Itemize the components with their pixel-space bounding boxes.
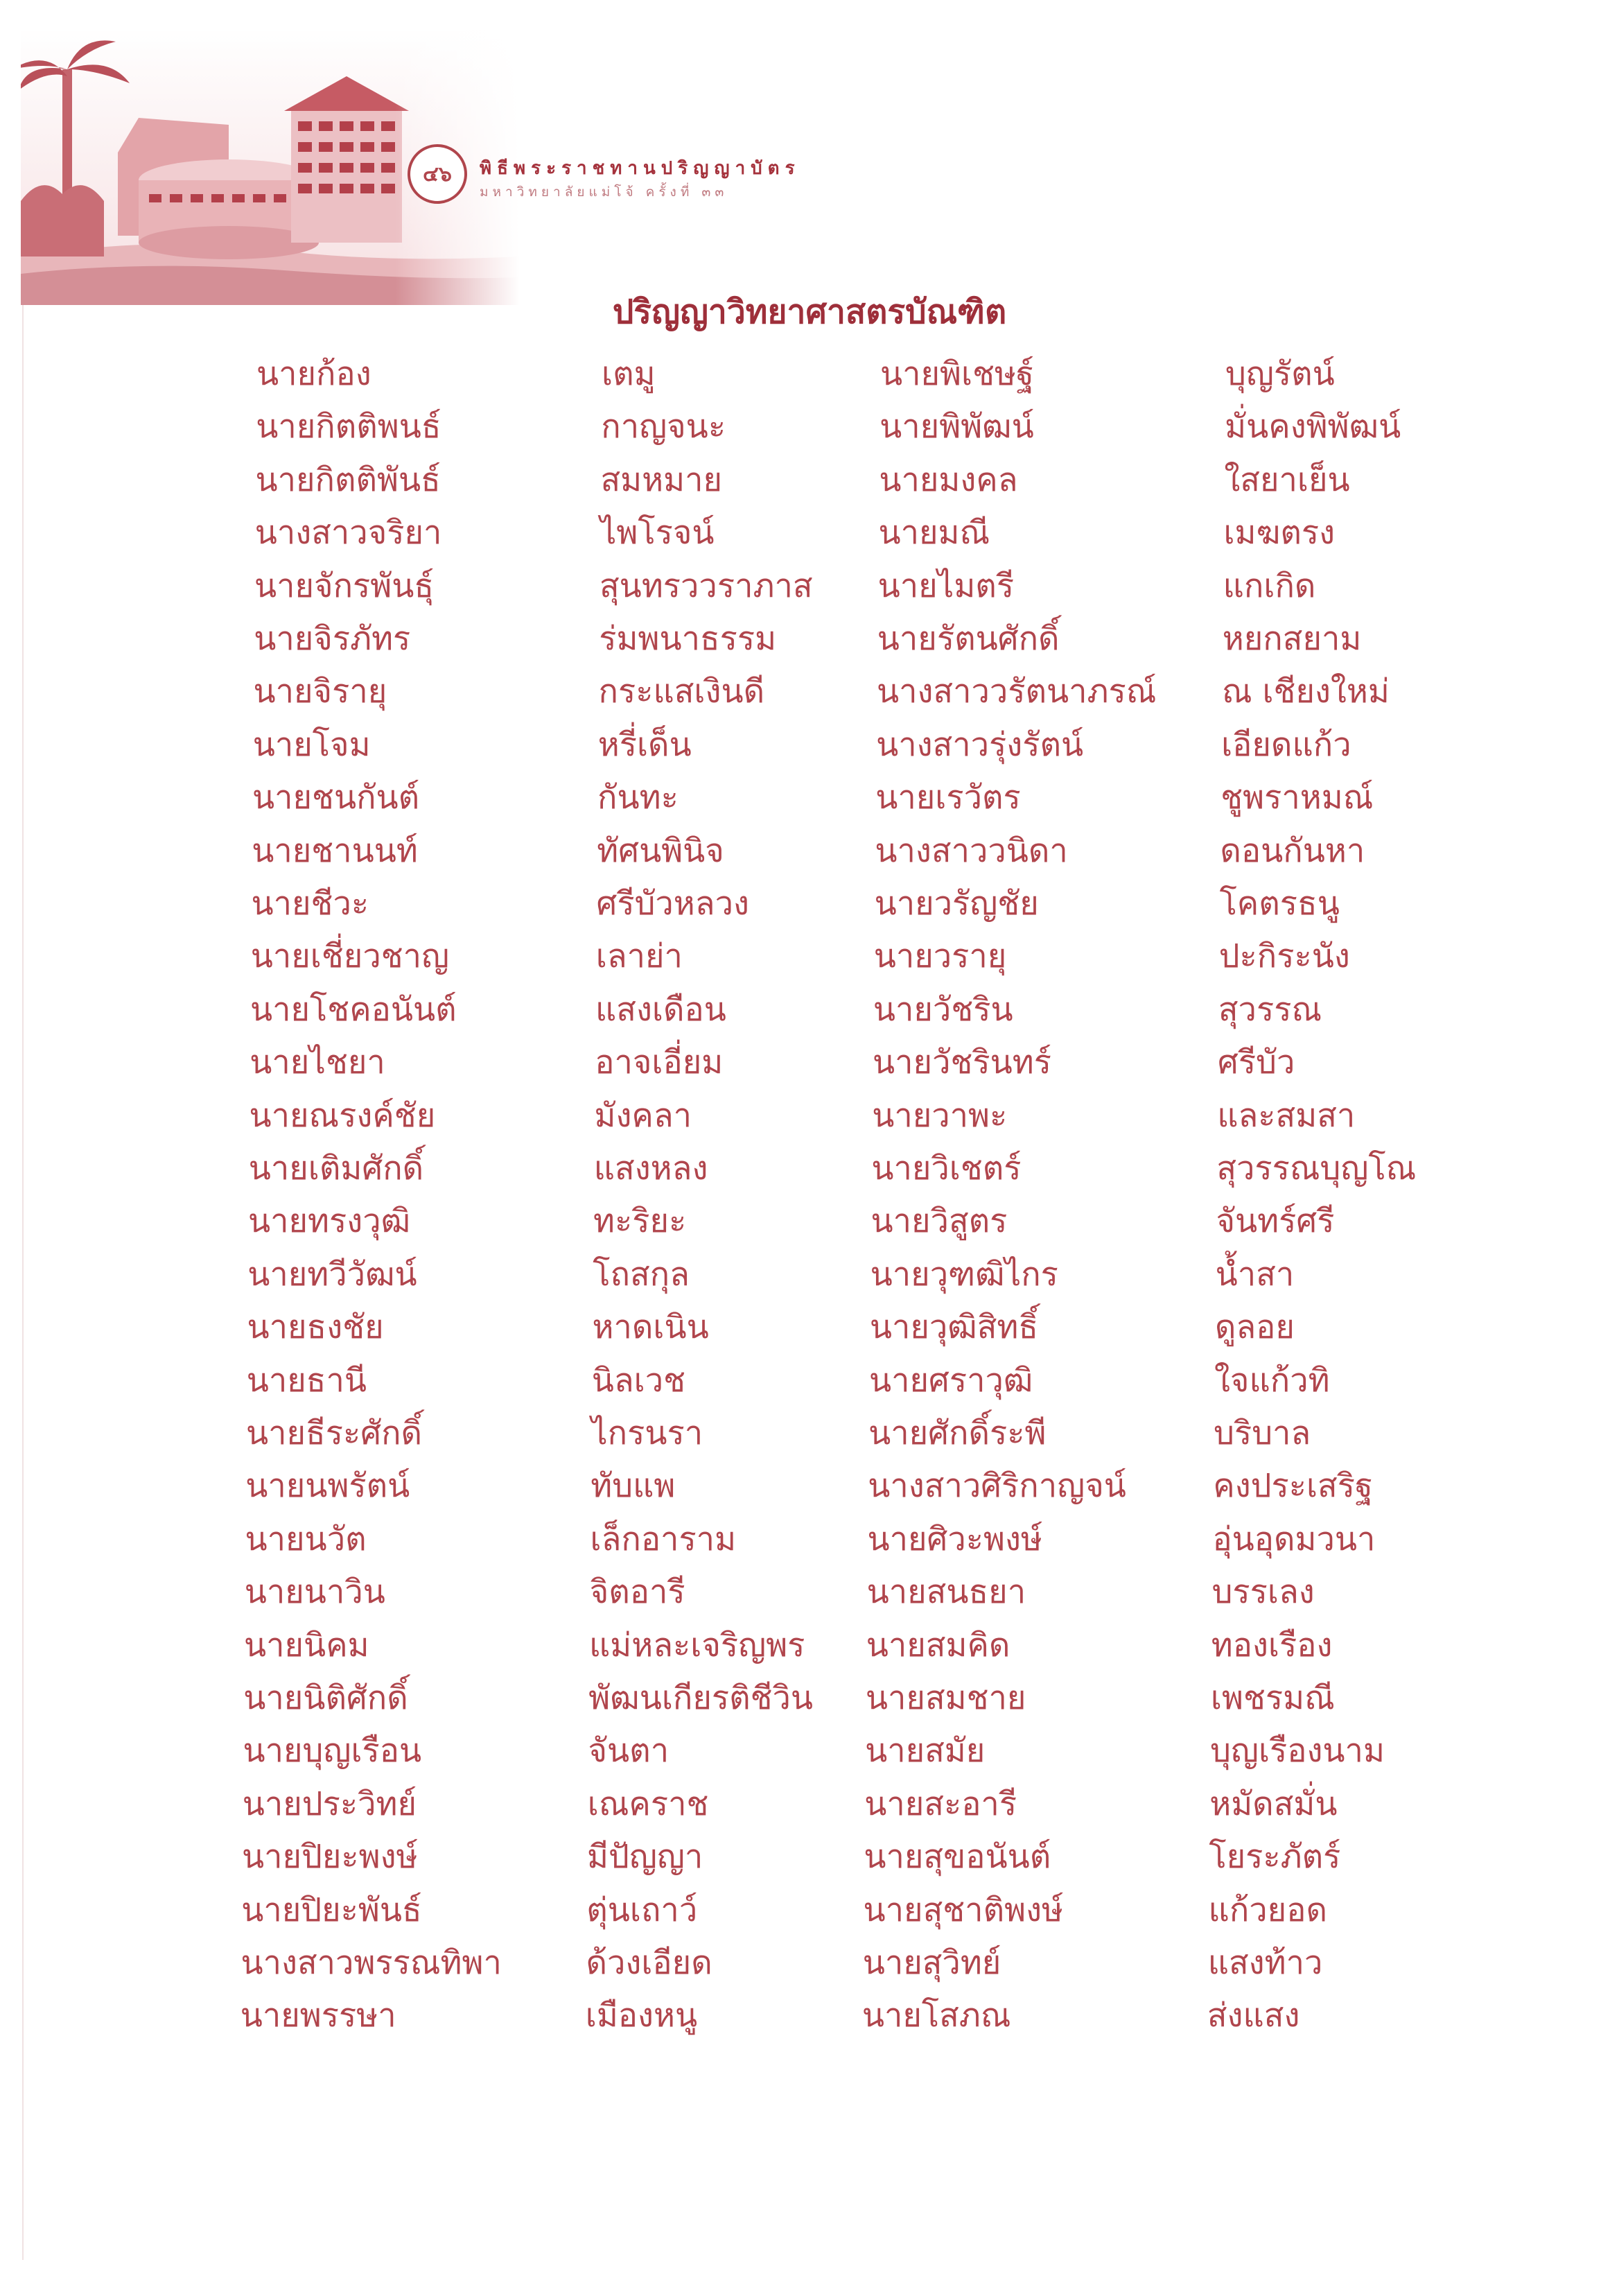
graduate-surname: ทับแพ <box>590 1467 676 1506</box>
graduate-given-name: นายโสภณ <box>861 1997 1011 2035</box>
graduate-surname: มั่นคงพิพัฒน์ <box>1225 408 1401 446</box>
graduate-given-name: นายวาพะ <box>872 1096 1008 1135</box>
graduate-given-name: นายสะอารี <box>864 1784 1017 1823</box>
graduate-surname: ปะกิระนัง <box>1218 937 1350 976</box>
graduate-surname: กันทะ <box>597 779 679 817</box>
graduate-given-name: นายพรรษา <box>240 1997 396 2035</box>
graduate-surname: เอียดแก้ว <box>1221 725 1351 764</box>
graduate-surname: และสมสา <box>1217 1096 1356 1135</box>
graduate-surname: ร่มพนาธรรม <box>599 620 777 658</box>
graduate-given-name: นายโจม <box>252 725 371 764</box>
graduate-surname: บริบาล <box>1214 1414 1311 1452</box>
graduate-given-name: นายสุขอนันต์ <box>864 1838 1051 1877</box>
graduate-surname: จันทร์ศรี <box>1216 1202 1335 1241</box>
graduate-surname: ใจแก้วทิ <box>1214 1361 1330 1400</box>
ceremony-subtitle: มหาวิทยาลัยแม่โจ้ ครั้งที่ ๓๓ <box>480 184 728 200</box>
graduate-given-name: นายพิเชษฐ์ <box>880 355 1034 393</box>
graduate-surname: ณ เชียงใหม่ <box>1221 672 1390 711</box>
graduate-given-name: นายณรงค์ชัย <box>249 1096 436 1135</box>
graduate-given-name: นางสาวจริยา <box>254 514 442 553</box>
graduate-surname: แสงท้าว <box>1207 1944 1323 1982</box>
graduate-surname: ดอนกันหา <box>1220 831 1365 870</box>
graduate-given-name: นายสนธยา <box>866 1573 1026 1612</box>
graduate-given-name: นายวิเชตร์ <box>871 1149 1022 1188</box>
graduate-given-name: นายชานนท์ <box>252 831 418 870</box>
page-edge <box>22 42 24 2260</box>
graduate-given-name: นายนิติศักดิ์ <box>243 1679 408 1717</box>
graduate-given-name: นายศิวะพงษ์ <box>867 1520 1042 1558</box>
graduate-surname: ทะริยะ <box>593 1202 687 1241</box>
graduate-surname: หมัดสมั่น <box>1209 1784 1338 1823</box>
graduate-surname: ศรีบัว <box>1218 1043 1295 1082</box>
graduate-surname: เมืองหนู <box>585 1997 698 2035</box>
graduate-given-name: นายวิสูตร <box>870 1202 1008 1241</box>
graduate-given-name: นายพิพัฒน์ <box>879 408 1034 446</box>
graduate-given-name: นายศักดิ์ระพี <box>868 1414 1047 1452</box>
graduate-surname: จันตา <box>588 1732 670 1771</box>
graduate-surname: ไพโรจน์ <box>600 514 715 553</box>
graduate-surname: แกเกิด <box>1223 566 1316 605</box>
graduate-given-name: นายจิรภัทร <box>254 620 411 658</box>
graduate-surname: แสงเดือน <box>595 990 726 1029</box>
graduate-given-name: นายชีวะ <box>251 885 369 923</box>
graduate-surname: อาจเอี่ยม <box>595 1043 724 1082</box>
graduate-surname: จิตอารี <box>589 1573 685 1612</box>
graduate-surname: ไกรนรา <box>591 1414 703 1452</box>
graduate-given-name: นายเติมศักดิ์ <box>248 1149 424 1188</box>
graduate-given-name: นายรัตนศักดิ์ <box>877 620 1060 658</box>
graduate-surname: เมฆตรง <box>1223 514 1336 553</box>
graduate-surname: บรรเลง <box>1211 1573 1315 1612</box>
graduate-surname: ชูพราหมณ์ <box>1220 779 1374 817</box>
graduate-given-name: นายโชคอนันต์ <box>250 990 457 1029</box>
graduate-given-name: นายวุฑฒิไกร <box>870 1255 1058 1294</box>
graduate-given-name: นายปิยะพันธ์ <box>241 1890 422 1929</box>
graduate-given-name: นายสุชาติพงษ์ <box>863 1890 1064 1929</box>
graduate-given-name: นายนาวิน <box>244 1573 385 1612</box>
graduate-given-name: นายสมคิด <box>866 1626 1010 1664</box>
graduate-surname: กระแสเงินดี <box>598 672 765 711</box>
graduate-given-name: นายทวีวัฒน์ <box>247 1255 417 1294</box>
graduate-surname: สมหมาย <box>600 460 723 499</box>
graduate-surname: สุวรรณ <box>1218 990 1322 1029</box>
graduate-surname: โถสกุล <box>593 1255 690 1294</box>
graduate-given-name: นายสมชาย <box>865 1679 1026 1717</box>
graduate-given-name: นายทรงวุฒิ <box>248 1202 411 1241</box>
graduate-surname: มีปัญญา <box>587 1838 703 1877</box>
graduate-surname: สุวรรณบุญโณ <box>1216 1149 1417 1188</box>
graduate-surname: ตุ่นเถาว์ <box>586 1890 698 1929</box>
graduate-surname: หาดเนิน <box>592 1308 709 1347</box>
graduate-given-name: นายวัชรินทร์ <box>873 1043 1051 1082</box>
graduate-surname: มังคลา <box>594 1096 692 1135</box>
graduate-surname: แก้วยอด <box>1208 1890 1327 1929</box>
graduate-given-name: นายชนกันต์ <box>252 779 420 817</box>
graduate-surname: น้ำสา <box>1215 1255 1295 1294</box>
graduate-given-name: นางสาวพรรณทิพา <box>240 1944 502 1982</box>
degree-title: ปริญญาวิทยาศาสตรบัณฑิต <box>612 293 1007 331</box>
graduate-given-name: นายเชี่ยวชาญ <box>250 937 450 976</box>
graduate-given-name: นายจิรายุ <box>253 672 387 711</box>
graduate-given-name: นายนิคม <box>244 1626 369 1664</box>
graduate-given-name: นายศราวุฒิ <box>868 1361 1033 1400</box>
graduate-given-name: นายวรายุ <box>873 937 1007 976</box>
graduate-given-name: นายไชยา <box>250 1043 385 1082</box>
graduate-surname: ใสยาเย็น <box>1224 460 1350 499</box>
graduate-surname: สุนทรววราภาส <box>600 566 813 605</box>
page-number-seal <box>408 144 467 204</box>
graduate-surname: เล็กอาราม <box>590 1520 737 1558</box>
graduate-surname: หรี่เด็น <box>597 725 692 764</box>
graduate-surname: กาญจนะ <box>601 408 726 446</box>
graduate-surname: พัฒนเกียรติชีวิน <box>588 1679 814 1717</box>
graduate-given-name: นายประวิทย์ <box>242 1784 417 1823</box>
graduate-given-name: นายมณี <box>878 514 990 553</box>
graduate-given-name: นางสาวศิริกาญจน์ <box>868 1467 1126 1506</box>
graduate-surname: หยกสยาม <box>1222 620 1362 658</box>
graduate-given-name: นางสาววรัตนาภรณ์ <box>876 672 1157 711</box>
graduate-given-name: นางสาววนิดา <box>875 831 1068 870</box>
graduate-surname: เตมู <box>602 355 656 393</box>
graduate-surname: เพชรมณี <box>1210 1679 1335 1717</box>
graduate-given-name: นายวัชริน <box>873 990 1013 1029</box>
graduate-surname: บุญรัตน์ <box>1225 355 1335 393</box>
graduate-given-name: นายนพรัตน์ <box>245 1467 410 1506</box>
graduate-surname: เณคราช <box>587 1784 709 1823</box>
graduate-surname: แม่หละเจริญพร <box>589 1626 805 1664</box>
graduate-given-name: นายจักรพันธุ์ <box>254 566 435 605</box>
graduate-given-name: นายธีระศักดิ์ <box>246 1414 423 1452</box>
graduate-surname: ทัศนพินิจ <box>597 831 724 870</box>
graduate-given-name: นายวุฒิสิทธิ์ <box>869 1308 1039 1347</box>
graduate-given-name: นายวรัญชัย <box>874 885 1039 923</box>
graduate-surname: ส่งแสง <box>1207 1997 1300 2035</box>
graduate-given-name: นายเรวัตร <box>875 779 1021 817</box>
graduate-surname: ด้วงเอียด <box>586 1944 712 1982</box>
graduate-given-name: นายมงคล <box>879 460 1018 499</box>
graduate-surname: โยระภัตร์ <box>1209 1838 1341 1877</box>
graduate-surname: ดูลอย <box>1214 1308 1295 1347</box>
graduate-given-name: นายธานี <box>246 1361 367 1400</box>
graduate-given-name: นางสาวรุ่งรัตน์ <box>876 725 1084 764</box>
graduate-surname: คงประเสริฐ <box>1213 1467 1373 1506</box>
page-number: ๔๖ <box>423 162 452 186</box>
ceremony-title: พิธีพระราชทานปริญญาบัตร <box>480 158 800 179</box>
graduate-given-name: นายก้อง <box>256 355 371 393</box>
graduate-given-name: นายปิยะพงษ์ <box>242 1838 418 1877</box>
graduate-surname: เลาย่า <box>595 937 683 976</box>
graduate-given-name: นายไมตรี <box>877 566 1015 605</box>
graduate-given-name: นายกิตติพันธ์ <box>255 460 441 499</box>
graduate-given-name: นายสุวิทย์ <box>862 1944 1001 1982</box>
graduate-surname: อุ่นอุดมวนา <box>1212 1520 1376 1558</box>
graduate-given-name: นายธงชัย <box>247 1308 384 1347</box>
graduate-surname: แสงหลง <box>593 1149 708 1188</box>
graduate-given-name: นายสมัย <box>865 1732 986 1771</box>
graduate-surname: บุญเรืองนาม <box>1210 1732 1385 1771</box>
graduate-surname: โคตรธนู <box>1219 885 1340 923</box>
graduate-surname: นิลเวช <box>591 1361 686 1400</box>
graduate-given-name: นายบุญเรือน <box>243 1732 422 1771</box>
graduate-surname: ศรีบัวหลวง <box>596 885 749 923</box>
graduate-given-name: นายนวัต <box>245 1520 367 1558</box>
graduate-given-name: นายกิตติพนธ์ <box>256 408 441 446</box>
graduate-surname: ทองเรือง <box>1211 1626 1333 1664</box>
